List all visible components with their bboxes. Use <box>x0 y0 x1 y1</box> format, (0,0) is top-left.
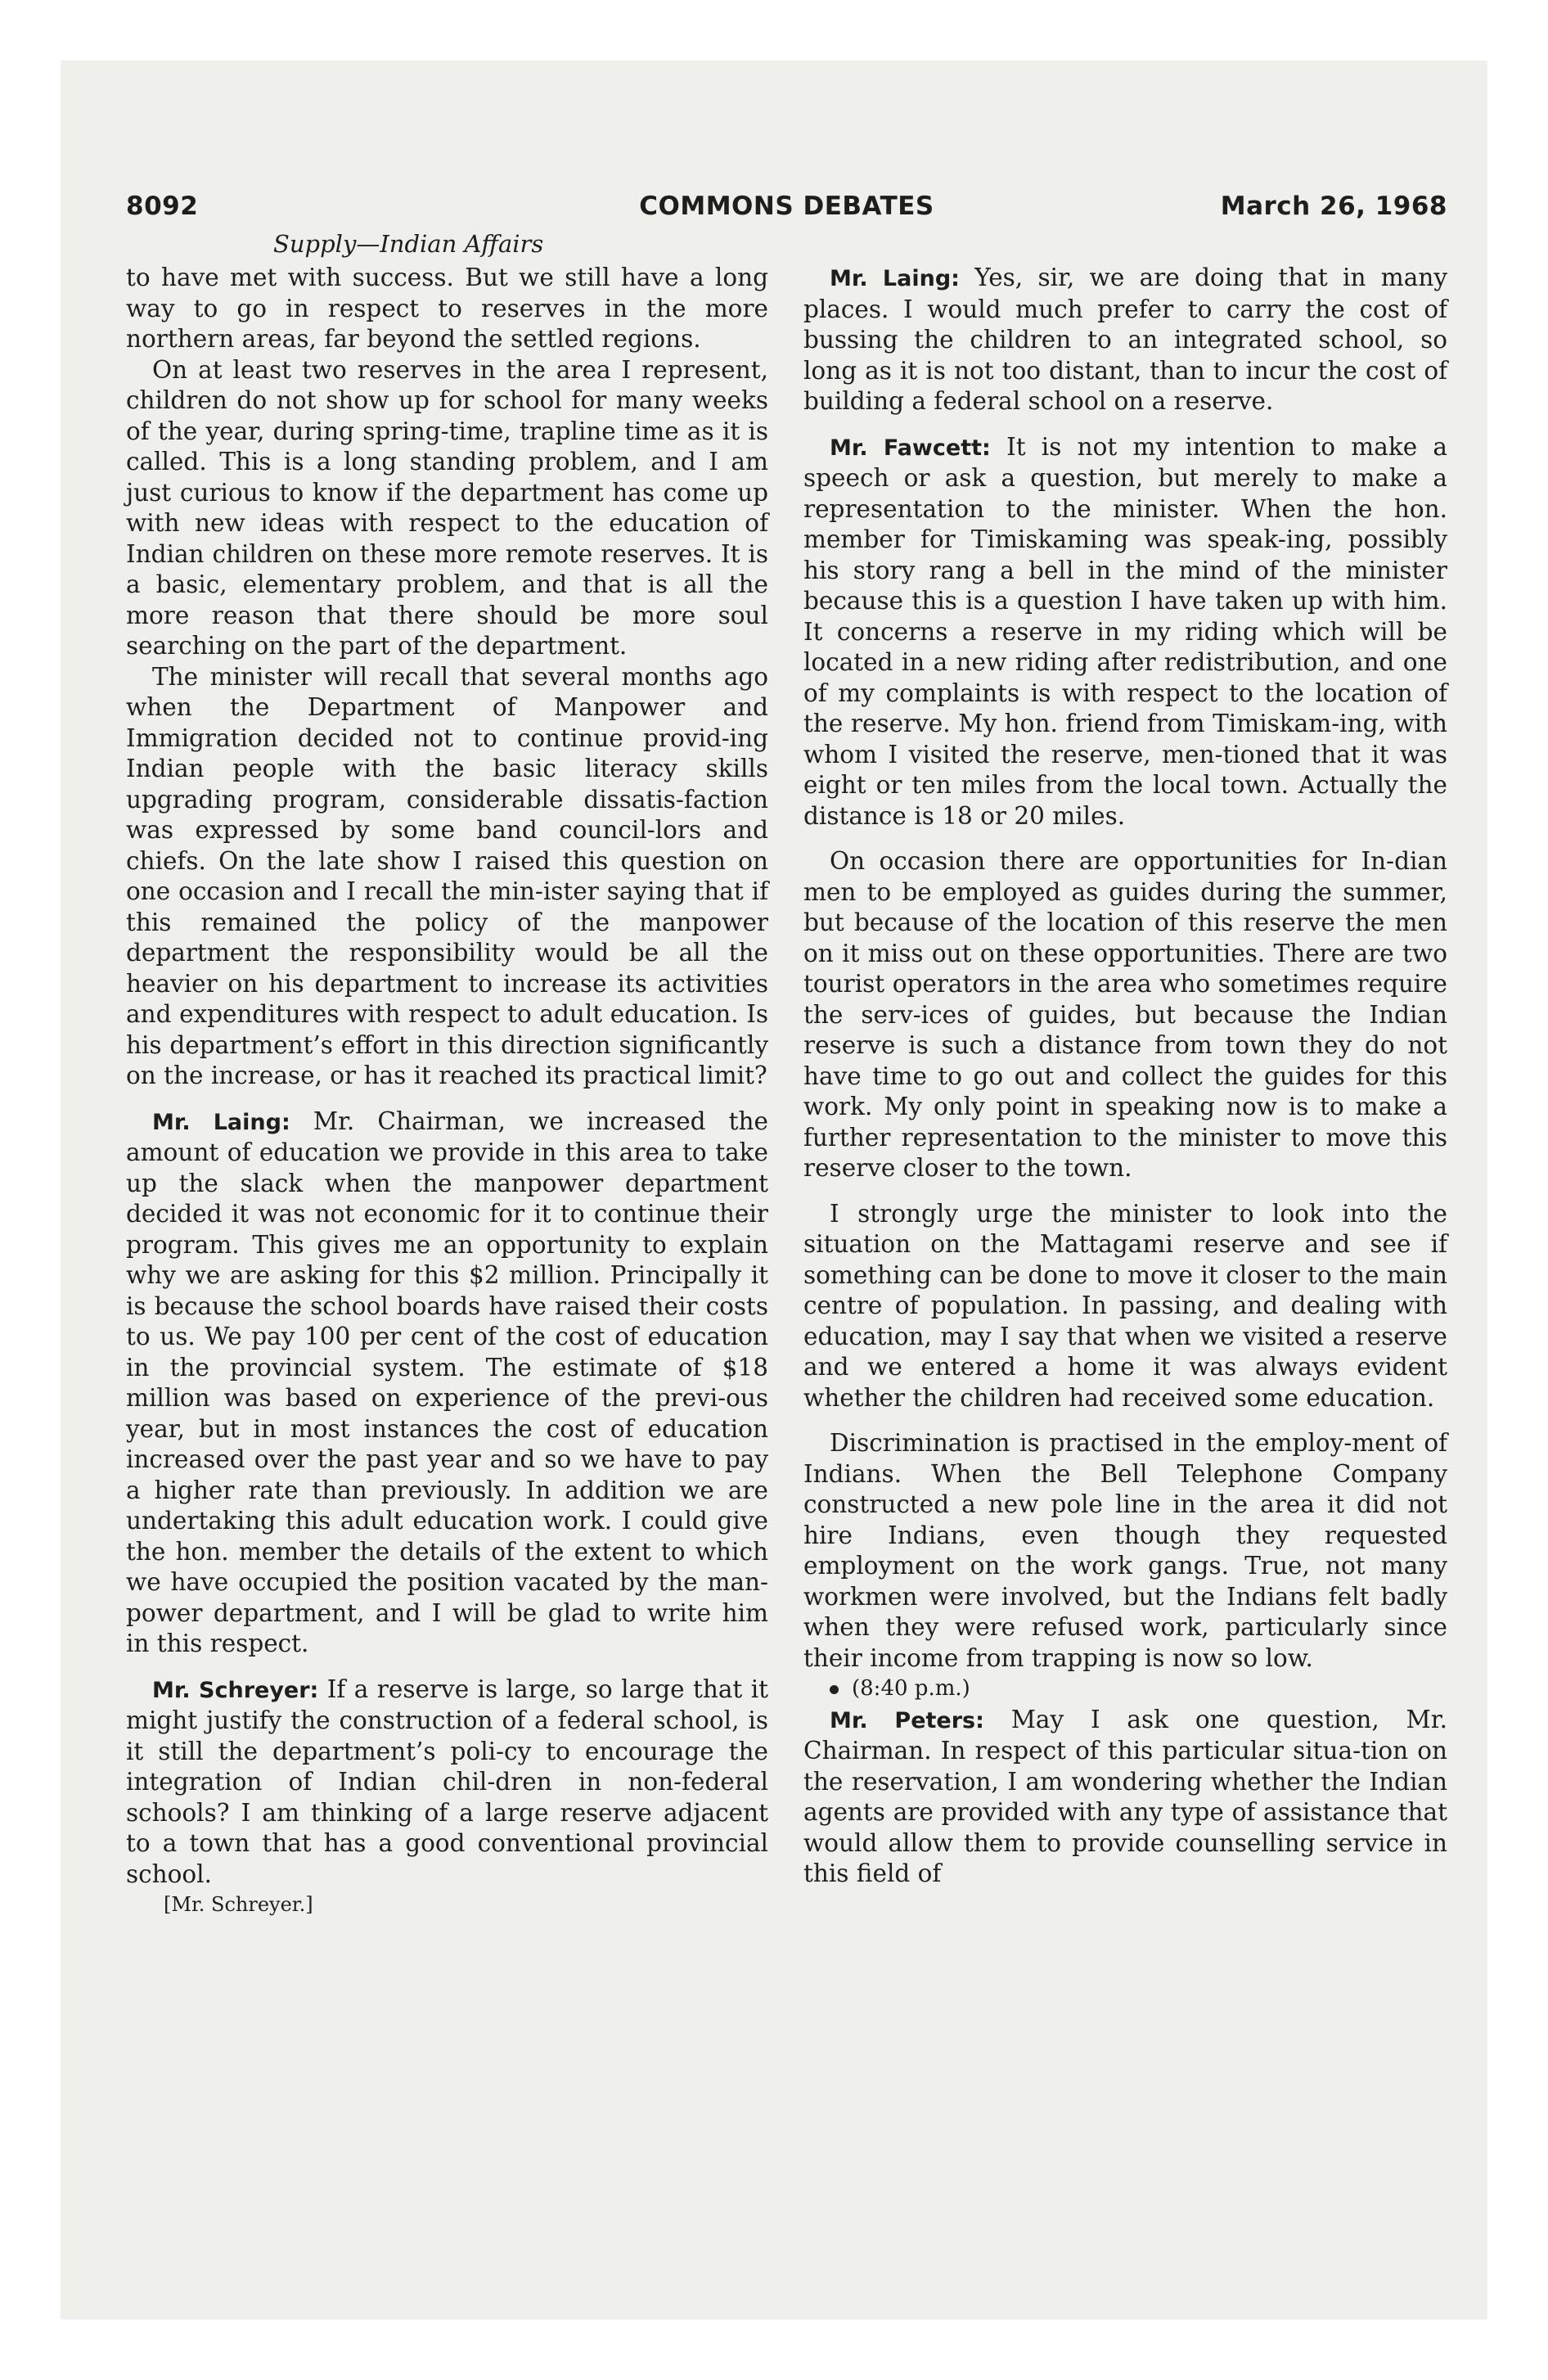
document-page <box>61 61 1487 2319</box>
speech-paragraph <box>803 1705 1447 1890</box>
speech-text: May I ask one question, Mr. Chairman. In respect of this particular situa-tion on the reservation, I am wondering whether the Indian agents are provided with any type of assistance that would allow them to provide counselling service in this field of <box>803 1705 1447 1887</box>
publication-date: March 26, 1968 <box>1220 192 1447 221</box>
speaker-name: Mr. Peters: <box>830 1707 984 1733</box>
paragraph: The minister will recall that several months ago when the Department of Manpower and Immigration decided not to continue provid-ing Indian people with the basic literacy skills upgrading program, considerable dissatis-faction was expressed by some band council-lors and chiefs. On the late show I raised this question on one occasion and I recall the min-ister saying that if this remained the policy of the manpower department the responsibility would be all the heavier on his department to increase its activities and expenditures with respect to adult education. Is his department’s effort in this direction significantly on the increase, or has it reached its practical limit? <box>126 662 768 1089</box>
continuation-speaker: [Mr. Schreyer.] <box>164 1893 313 1916</box>
time-marker <box>803 1674 1447 1705</box>
paragraph: On occasion there are opportunities for In-dian men to be employed as guides during the summer, but because of the location of this reserve the men on it miss out on these opportunities. There are two tourist operators in the area who sometimes require the serv-ices of guides, but because the Indian reserve is such a distance from town they do not have time to go out and collect the guides for this work. My only point in speaking now is to make a further representation to the minister to move this reserve closer to the town. <box>803 847 1447 1182</box>
speaker-name: Mr. Fawcett: <box>830 435 991 461</box>
paragraph: to have met with success. But we still have a long way to go in respect to reserves in the more northern areas, far beyond the settled regions. <box>126 264 768 353</box>
speaker-name: Mr. Laing: <box>830 266 960 291</box>
speaker-name: Mr. Schreyer: <box>152 1677 319 1703</box>
speech-text: Yes, sir, we are doing that in many places. I would much prefer to carry the cost of bussing the children to an integrated school, so long as it is not too distant, than to incur the cost of building a federal school on a reserve. <box>803 264 1447 415</box>
paragraph: Discrimination is practised in the employ-ment of Indians. When the Bell Telephone Company constructed a new pole line in the area it did not hire Indians, even though they requested employment on the work gangs. True, not many workmen were involved, but the Indians felt badly when they were refused work, particularly since their income from trapping is now so low. <box>803 1429 1447 1672</box>
time-text: (8:40 p.m.) <box>852 1676 970 1701</box>
bullet-icon <box>830 1685 839 1694</box>
speech-paragraph <box>126 1107 768 1660</box>
speech-text: Mr. Chairman, we increased the amount of education we provide in this area to take up the slack when the manpower department decided it was not economic for it to continue their program. This gives me an opportunity to explain why we are asking for this $2 million. Principally it is because the school boards have raised their costs to us. We pay 100 per cent of the cost of education in the provincial system. The estimate of $18 million was based on experience of the previ-ous year, but in most instances the cost of education increased over the past year and so we have to pay a higher rate than previously. In addition we are undertaking this adult education work. I could give the hon. member the details of the extent to which we have occupied the position vacated by the man-power department, and I will be glad to write him in this respect. <box>126 1107 768 1657</box>
speech-text: It is not my intention to make a speech or ask a question, but merely to make a representation to the minister. When the hon. member for Timiskaming was speak-ing, possibly his story rang a bell in the mind of the minister because this is a question I have taken up with him. It concerns a reserve in my riding which will be located in a new riding after redistribution, and one of my complaints is with respect to the location of the reserve. My hon. friend from Timiskam-ing, with whom I visited the reserve, men-tioned that it was eight or ten miles from the local town. Actually the distance is 18 or 20 miles. <box>803 432 1447 830</box>
speech-paragraph <box>803 263 1447 417</box>
page-number: 8092 <box>126 192 199 221</box>
speaker-name: Mr. Laing: <box>152 1109 290 1135</box>
right-column <box>803 263 1447 1890</box>
page-header <box>126 192 1447 231</box>
paragraph: I strongly urge the minister to look into the situation on the Mattagami reserve and see if something can be done to move it closer to the main centre of population. In passing, and dealing with education, may I say that when we visited a reserve and we entered a home it was always evident whether the children had received some education. <box>803 1199 1447 1412</box>
speech-paragraph <box>126 1675 768 1891</box>
left-column <box>126 263 768 1921</box>
paragraph: On at least two reserves in the area I represent, children do not show up for school for many weeks of the year, during spring-time, trapline time as it is called. This is a long standing problem, and I am just curious to know if the department has come up with new ideas with respect to the education of Indian children on these more remote reserves. It is a basic, elementary problem, and that is all the more reason that there should be more soul searching on the part of the department. <box>126 355 768 660</box>
speech-paragraph <box>803 432 1447 832</box>
publication-title: COMMONS DEBATES <box>639 192 934 221</box>
speech-text: If a reserve is large, so large that it might justify the construction of a federal school, is it still the department’s poli-cy to encourage the integration of Indian chil-dren in non-federal schools? I am thinking of a large reserve adjacent to a town that has a good conventional provincial school. <box>126 1675 768 1888</box>
section-title: Supply—Indian Affairs <box>273 230 544 258</box>
